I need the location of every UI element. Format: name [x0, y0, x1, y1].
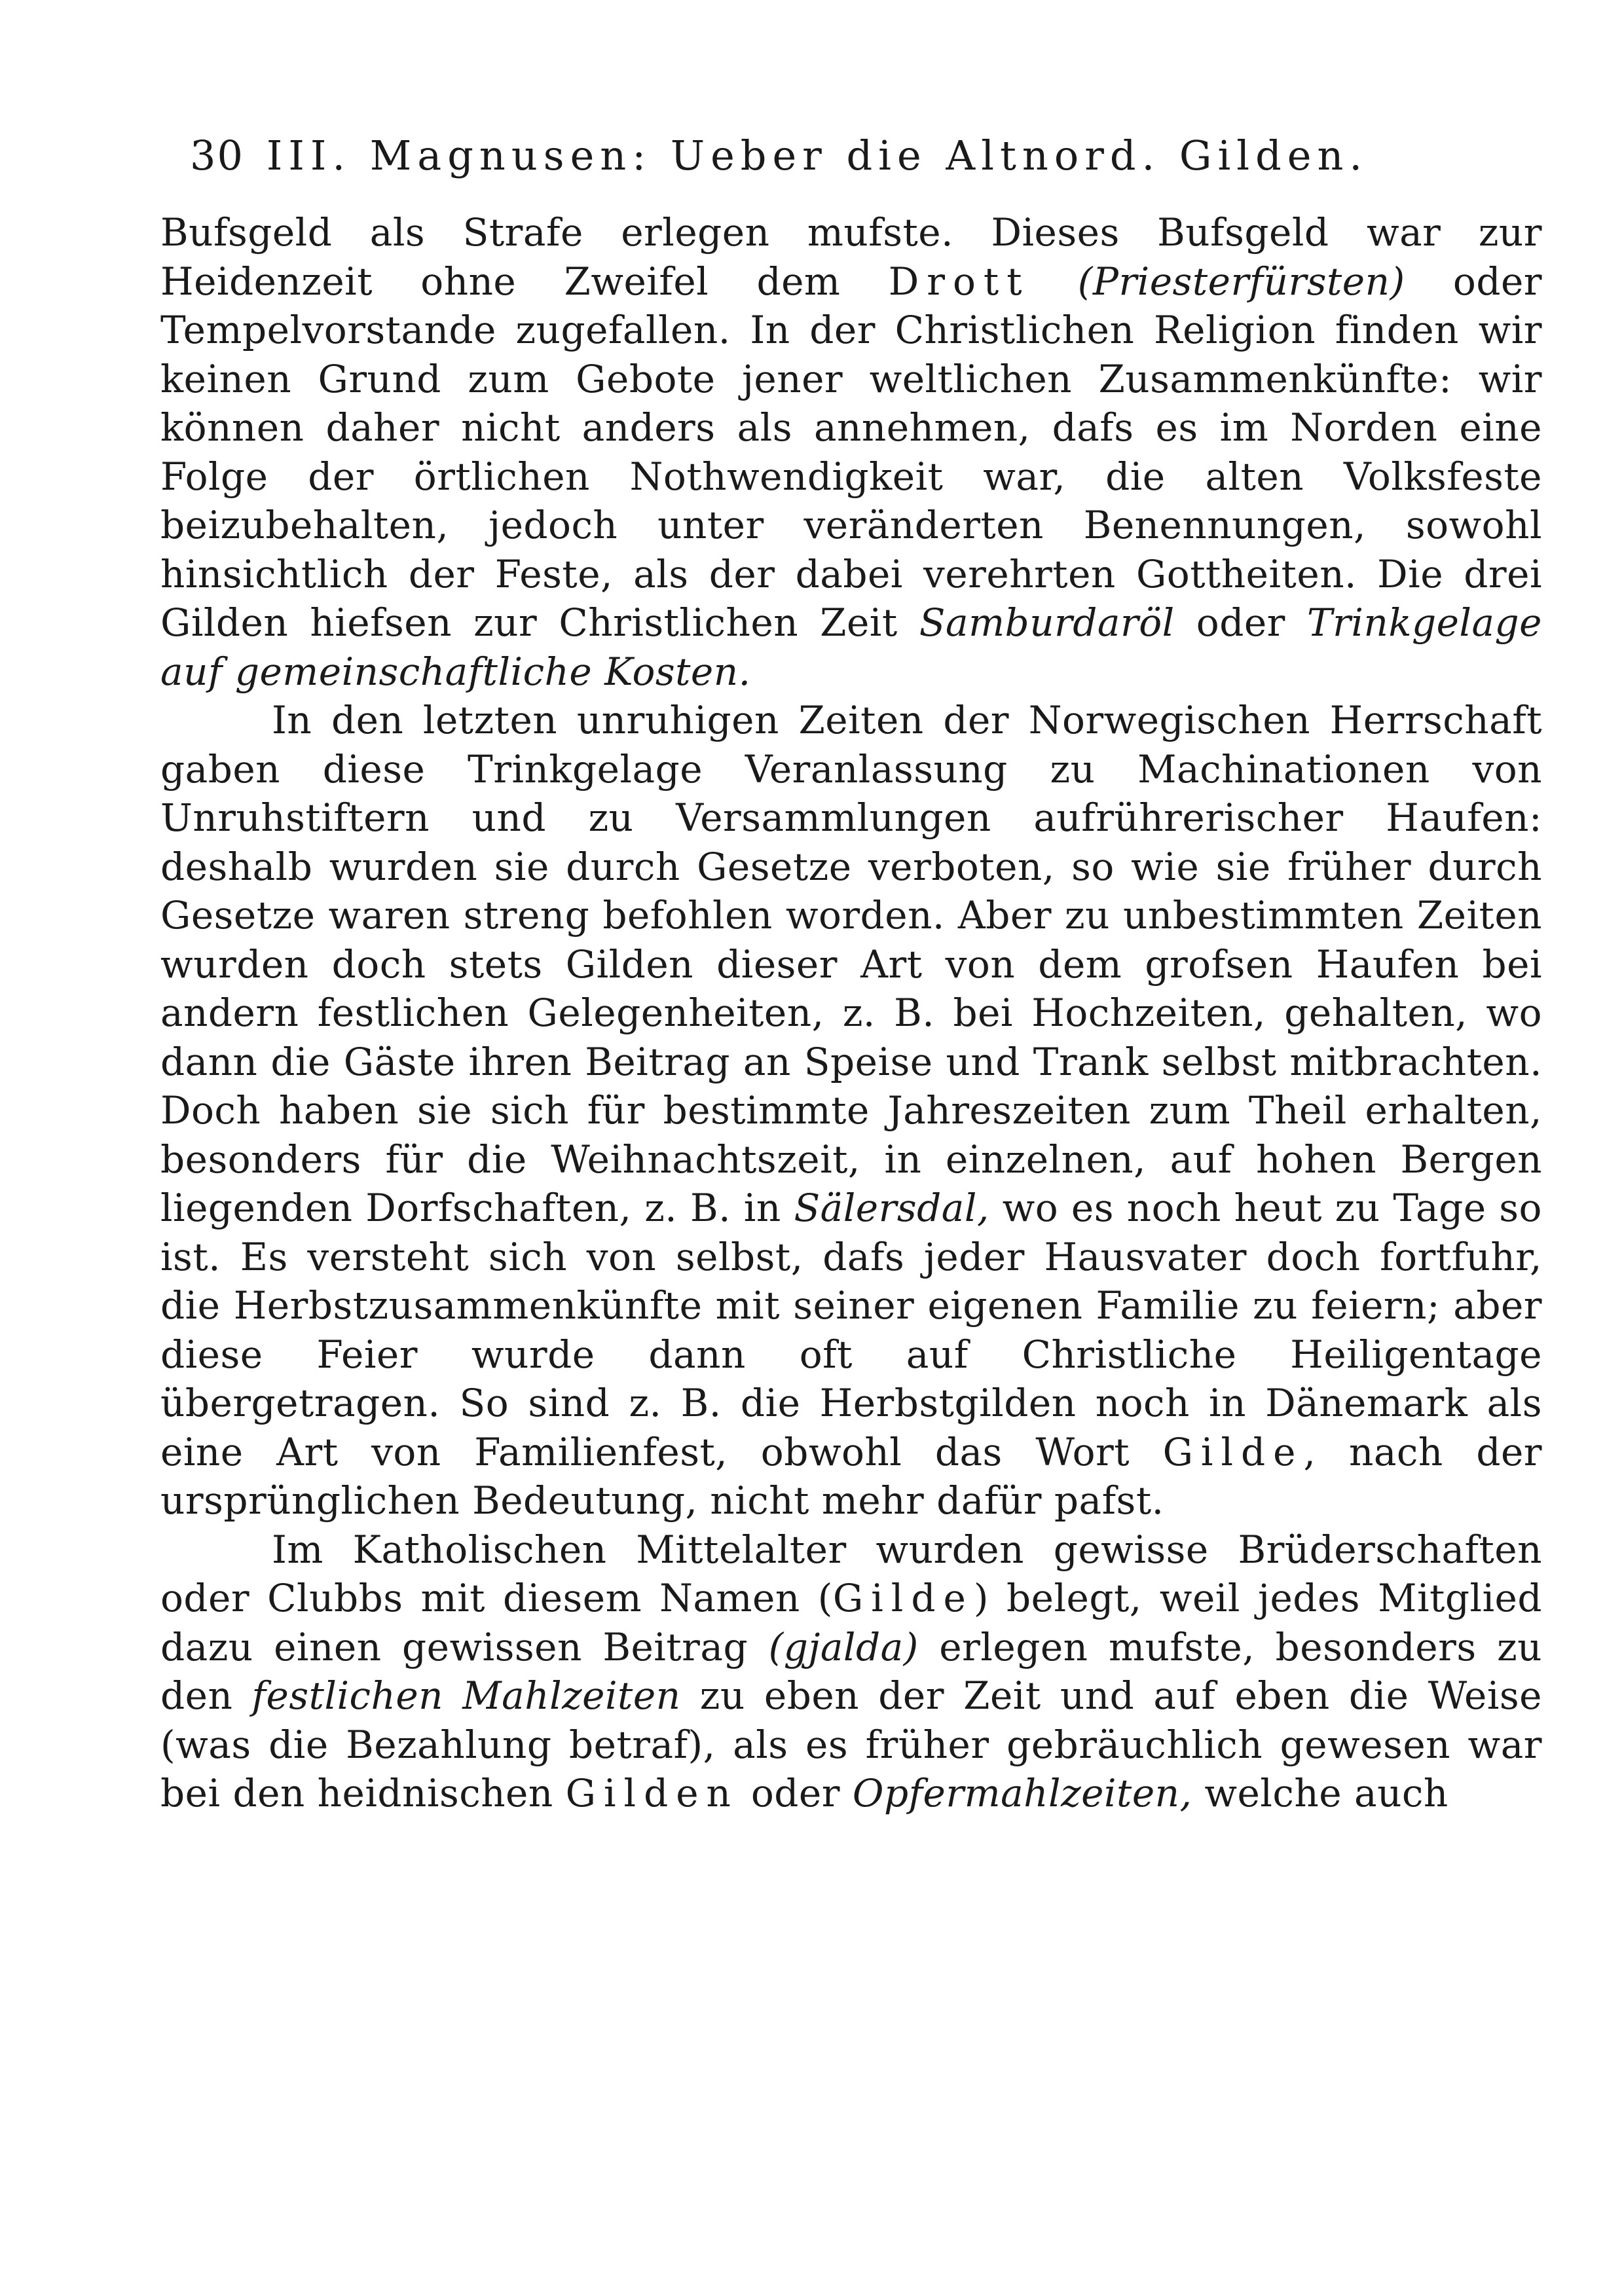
- paragraph-2: [160, 696, 1542, 1525]
- text-segment: Bufsgeld als Strafe erlegen mufste. Dieses Bufsgeld war zur Heidenzeit ohne Zweifel dem: [160, 210, 1542, 304]
- running-header: [190, 124, 1447, 187]
- text-segment: oder Tempelvorstande zugefallen. In der Christlichen Religion finden wir keinen Grund zum Gebote jener weltlichen Zusammenkünfte: wir können daher nicht anders als annehmen, dafs es im Norden eine Folge der örtlichen Nothwendigkeit war, die alten Volksfeste beizubehalten, jedoch unter veränderten Benennungen, sowohl hinsichtlich der Feste, als der dabei verehrten Gottheiten. Die drei Gilden hiefsen zur Christlichen Zeit: [160, 259, 1542, 645]
- text-segment: Im Katholischen Mittelalter wurden gewisse Brüderschaften oder Clubbs mit diesem Namen (: [160, 1527, 1542, 1620]
- text-segment: oder: [738, 1771, 853, 1815]
- spaced-word: Drott: [888, 259, 1030, 304]
- text-segment: erlegen mufste, besonders zu den: [160, 1624, 1542, 1718]
- text-segment: , nach der ursprünglichen Bedeutung, nicht mehr dafür pafst.: [160, 1429, 1542, 1523]
- italic-term: (Priesterfürsten): [1077, 259, 1405, 304]
- spaced-word: Gilde: [832, 1576, 974, 1620]
- paragraph-1: [160, 208, 1542, 696]
- text-segment: welche auch: [1192, 1771, 1449, 1815]
- italic-term: Opfermahlzeiten,: [852, 1771, 1192, 1815]
- text-segment: In den letzten unruhigen Zeiten der Norwegischen Herrschaft gaben diese Trinkgelage Veranlassung zu Machinationen von Unruhstiftern und zu Versammlungen aufrührerischer Haufen: deshalb wurden sie durch Gesetze verboten, so wie sie früher durch Gesetze waren streng befohlen worden. Aber zu unbestimmten Zeiten wurden doch stets Gilden dieser Art von dem grofsen Haufen bei andern festlichen Gelegenheiten, z. B. bei Hochzeiten, gehalten, wo dann die Gäste ihren Beitrag an Speise und Trank selbst mitbrachten. Doch haben sie sich für bestimmte Jahreszeiten zum Theil erhalten, besonders für die Weihnachtszeit, in einzelnen, auf hohen Bergen liegenden Dorfschaften, z. B. in: [160, 698, 1542, 1230]
- body-text: [160, 208, 1542, 1818]
- text-segment: wo es noch heut zu Tage so ist. Es versteht sich von selbst, dafs jeder Hausvater doch fortfuhr, die Herbstzusammenkünfte mit seiner eigenen Familie zu feiern; aber diese Feier wurde dann oft auf Christliche Heiligentage übergetragen. So sind z. B. die Herbstgilden noch in Dänemark als eine Art von Familienfest, obwohl das Wort: [160, 1186, 1542, 1474]
- page-number: 30: [190, 132, 244, 179]
- spaced-word: Gilde: [1162, 1429, 1304, 1474]
- text-segment: ) belegt, weil jedes Mitglied dazu einen gewissen Beitrag: [160, 1576, 1543, 1669]
- spaced-word: Gilden: [565, 1771, 739, 1815]
- text-segment: oder: [1174, 600, 1307, 645]
- text-segment: [1030, 259, 1078, 304]
- running-title: III. Magnusen: Ueber die Altnord. Gilden.: [266, 132, 1369, 179]
- italic-term: festlichen Mahlzeiten: [251, 1673, 681, 1718]
- italic-term: Sälersdal,: [794, 1186, 989, 1230]
- paragraph-3: [160, 1525, 1542, 1818]
- text-segment: zu eben der Zeit und auf eben die Weise (was die Bezahlung betraf), als es früher gebräuchlich gewesen war bei den heidnischen: [160, 1673, 1542, 1815]
- italic-term: Trinkgelage auf gemeinschaftliche Kosten.: [160, 600, 1542, 694]
- italic-term: Samburdaröl: [919, 600, 1175, 645]
- italic-term: (gjalda): [768, 1624, 919, 1669]
